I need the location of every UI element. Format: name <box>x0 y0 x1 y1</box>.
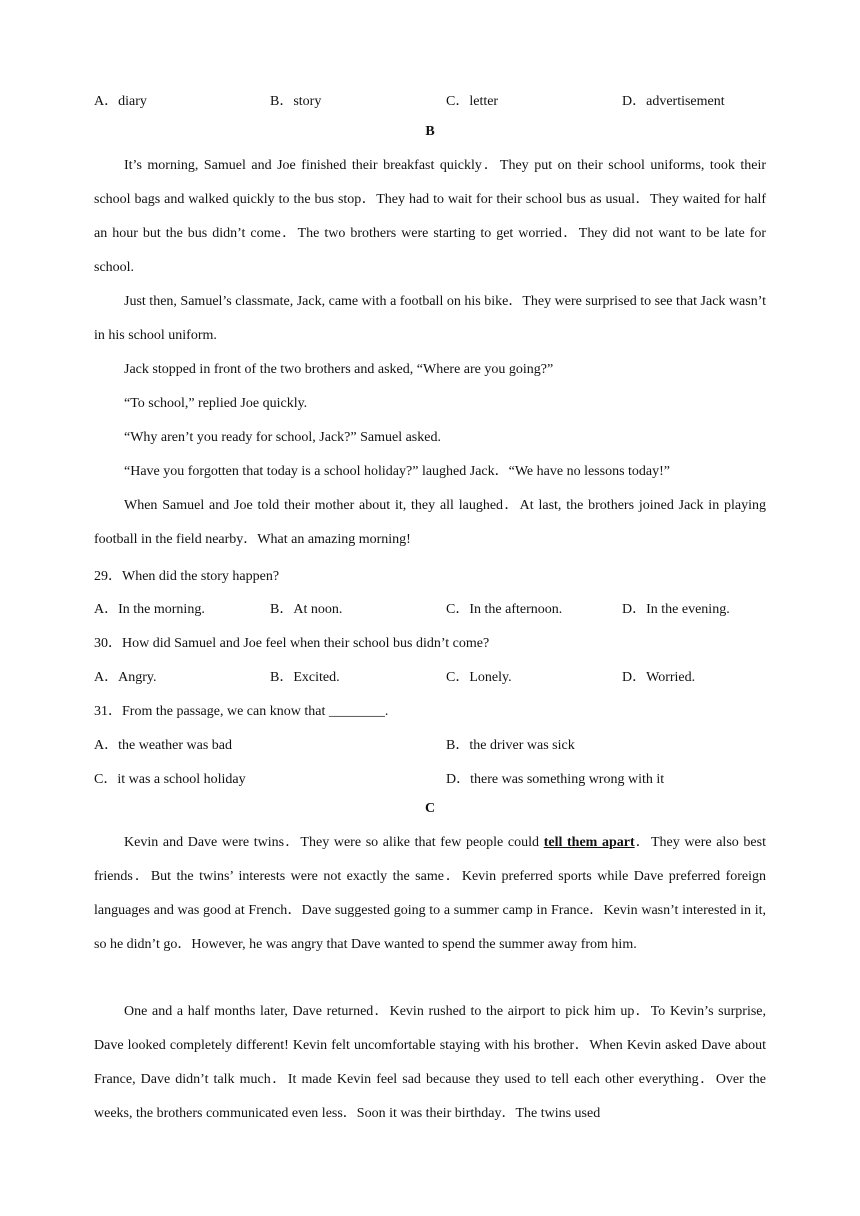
section-c-heading: C <box>424 801 436 816</box>
question-29: 29．When did the story happen? <box>94 569 280 584</box>
q30-options <box>94 666 794 686</box>
section-c-paragraph-1 <box>94 826 766 962</box>
section-b-paragraph-5: “Why aren’t you ready for school, Jack?” Samuel asked. <box>124 430 441 445</box>
q31-options-row-1 <box>94 734 794 754</box>
section-b-paragraph-2: Just then, Samuel’s classmate, Jack, came with a football on his bike．They were surprised to see that Jack wasn’t in his school uniform. <box>94 294 766 343</box>
section-b-paragraph-4: “To school,” replied Joe quickly. <box>124 396 308 411</box>
option-d: D．there was something wrong with it <box>446 772 665 787</box>
paragraph-text-before: Kevin and Dave were twins．They were so alike that few people could <box>124 835 544 850</box>
option-c: C．letter <box>446 94 499 109</box>
section-b-paragraph-3: Jack stopped in front of the two brothers and asked, “Where are you going?” <box>124 362 554 377</box>
option-b: B．At noon. <box>270 602 343 617</box>
q31-options-row-2 <box>94 768 794 788</box>
option-c: C．Lonely. <box>446 670 512 685</box>
option-d: D．Worried. <box>622 670 696 685</box>
section-b-paragraph-1: It’s morning, Samuel and Joe finished their breakfast quickly．They put on their school uniforms, took their school bags and walked quickly to the bus stop．They had to wait for their school bus as usual．They waited for half an hour but the bus didn’t come．The two brothers were starting to get worried．They did not want to be late for school. <box>94 158 766 275</box>
option-a: A．Angry. <box>94 670 157 685</box>
section-b-paragraph-6: “Have you forgotten that today is a school holiday?” laughed Jack．“We have no lessons today!” <box>124 464 671 479</box>
option-a: A．the weather was bad <box>94 738 233 753</box>
q29-options <box>94 598 794 618</box>
option-b: B．story <box>270 94 322 109</box>
q28-options <box>94 90 794 110</box>
option-a: A．In the morning. <box>94 602 205 617</box>
section-b-heading: B <box>425 124 435 139</box>
paragraph-text-after: ．They were also best friends．But the twins’ interests were not exactly the same．Kevin preferred sports while Dave preferred foreign languages and was good at French．Dave suggested going to a summer camp in France．Kevin wasn’t interested in it, so he didn’t go．However, he was angry that Dave wanted to spend the summer away from him. <box>94 835 766 952</box>
option-d: D．advertisement <box>622 94 725 109</box>
question-31: 31．From the passage, we can know that ________. <box>94 704 389 719</box>
section-c-paragraph-2: One and a half months later, Dave returned．Kevin rushed to the airport to pick him up．To Kevin’s surprise, Dave looked completely different! Kevin felt uncomfortable staying with his brother．When Kevin asked Dave about France, Dave didn’t talk much．It made Kevin feel sad because they used to tell each other everything．Over the weeks, the brothers communicated even less．Soon it was their birthday．The twins used <box>94 1004 766 1121</box>
option-b: B．Excited. <box>270 670 340 685</box>
option-a: A．diary <box>94 94 147 109</box>
question-30: 30．How did Samuel and Joe feel when their school bus didn’t come? <box>94 636 490 651</box>
option-b: B．the driver was sick <box>446 738 575 753</box>
section-b-paragraph-7: When Samuel and Joe told their mother about it, they all laughed．At last, the brothers joined Jack in playing football in the field nearby．What an amazing morning! <box>94 498 766 547</box>
underlined-phrase: tell them apart <box>543 835 635 850</box>
option-c: C．it was a school holiday <box>94 772 246 787</box>
option-c: C．In the afternoon. <box>446 602 563 617</box>
option-d: D．In the evening. <box>622 602 730 617</box>
